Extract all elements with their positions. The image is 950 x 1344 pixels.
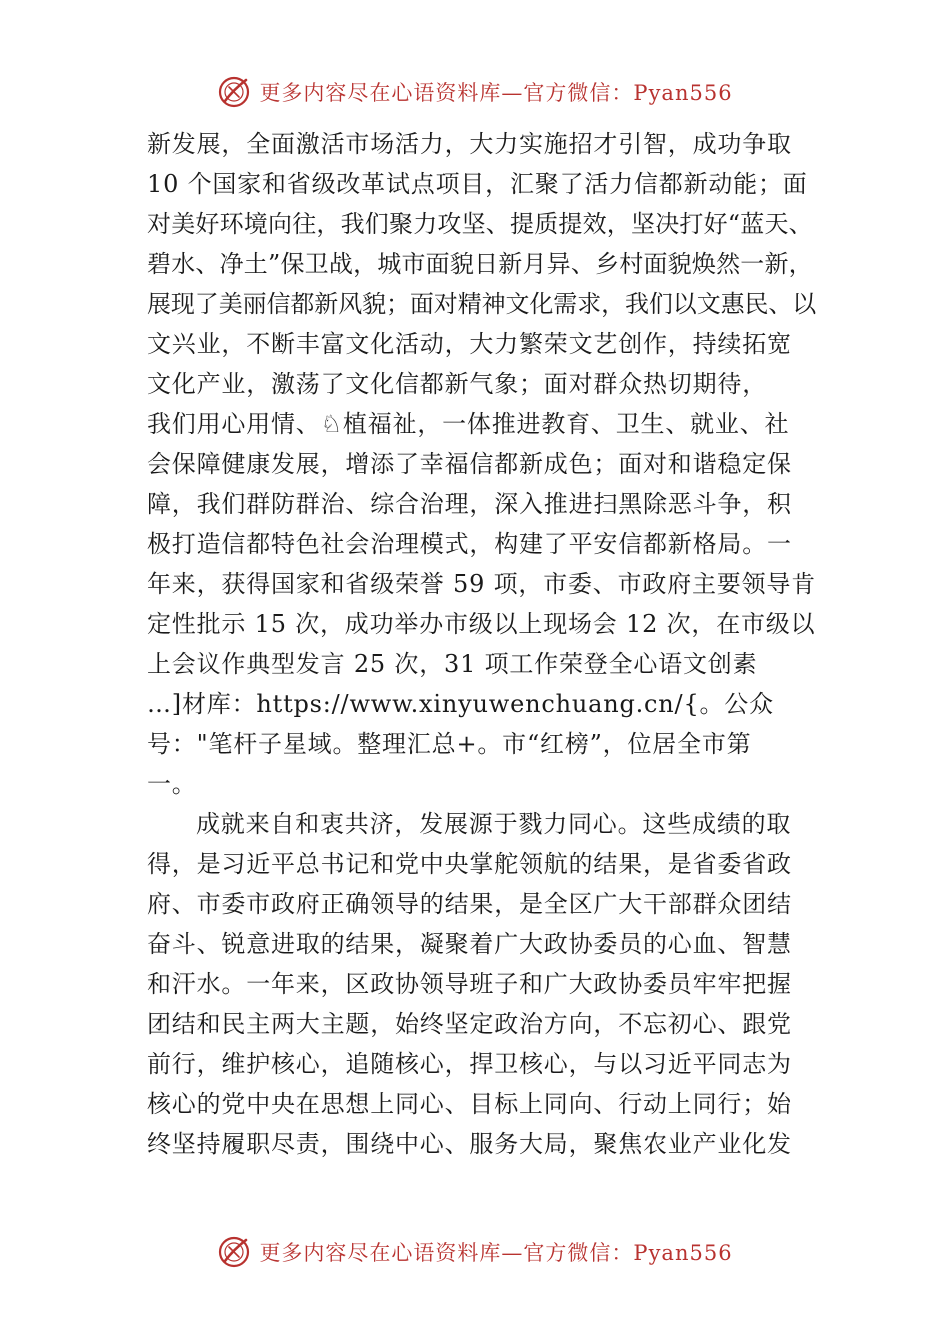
text-line: 展现了美丽信都新风貌；面对精神文化需求，我们以文惠民、以: [147, 290, 817, 318]
text-line: 得，是习近平总书记和党中央掌舵领航的结果，是省委省政: [147, 850, 792, 878]
text-line: 年来，获得国家和省级荣誉 59 项，市委、市政府主要领导肯: [147, 570, 816, 598]
text-line: 终坚持履职尽责，围绕中心、服务大局，聚焦农业产业化发: [147, 1130, 792, 1158]
text-line: 文兴业，不断丰富文化活动，大力繁荣文艺创作，持续拓宽: [147, 330, 792, 358]
text-line: 我们用心用情、♘植福祉，一体推进教育、卫生、就业、社: [147, 410, 790, 438]
footer-watermark-banner: [0, 1230, 950, 1274]
text-line: 新发展，全面激活市场活力，大力实施招才引智，成功争取: [147, 130, 792, 158]
text-line: 10 个国家和省级改革试点项目，汇聚了活力信都新动能；面: [147, 170, 808, 198]
text-line: 极打造信都特色社会治理模式，构建了平安信都新格局。一: [147, 530, 792, 558]
header-watermark-text: 更多内容尽在心语资料库—官方微信：Pyan556: [259, 81, 733, 105]
text-line: 前行，维护核心，追随核心，捍卫核心，与以习近平同志为: [147, 1050, 792, 1078]
text-line: 对美好环境向往，我们聚力攻坚、提质提效，坚决打好“蓝天、: [147, 210, 813, 238]
text-line: …]材库：https://www.xinyuwenchuang.cn/{。公众: [147, 690, 774, 718]
text-line: 上会议作典型发言 25 次，31 项工作荣登全心语文创素: [147, 650, 758, 678]
text-line: 和汗水。一年来，区政协领导班子和广大政协委员牢牢把握: [147, 970, 792, 998]
text-line: 障，我们群防群治、综合治理，深入推进扫黑除恶斗争，积: [147, 490, 792, 518]
red-circle-seal-logo-icon: [217, 75, 251, 109]
text-line: 会保障健康发展，增添了幸福信都新成色；面对和谐稳定保: [147, 450, 792, 478]
document-body: [147, 124, 815, 1164]
red-circle-seal-logo-icon: [217, 1235, 251, 1269]
text-line: 团结和民主两大主题，始终坚定政治方向，不忘初心、跟党: [147, 1010, 792, 1038]
text-line: 奋斗、锐意进取的结果，凝聚着广大政协委员的心血、智慧: [147, 930, 792, 958]
text-line: 府、市委市政府正确领导的结果，是全区广大干部群众团结: [147, 890, 792, 918]
text-line: 号："笔杆子星域。整理汇总+。市“红榜”，位居全市第: [147, 730, 752, 758]
text-line: 一。: [147, 770, 197, 798]
text-line: 文化产业，激荡了文化信都新气象；面对群众热切期待，: [147, 370, 767, 398]
text-line: 定性批示 15 次，成功举办市级以上现场会 12 次，在市级以: [147, 610, 816, 638]
header-watermark-banner: [0, 70, 950, 114]
text-line: 核心的党中央在思想上同心、目标上同向、行动上同行；始: [147, 1090, 792, 1118]
paragraph-start-line: 成就来自和衷共济，发展源于戮力同心。这些成绩的取: [196, 810, 792, 838]
footer-watermark-text: 更多内容尽在心语资料库—官方微信：Pyan556: [259, 1241, 733, 1265]
text-line: 碧水、净土”保卫战，城市面貌日新月异、乡村面貌焕然一新，: [147, 250, 813, 278]
